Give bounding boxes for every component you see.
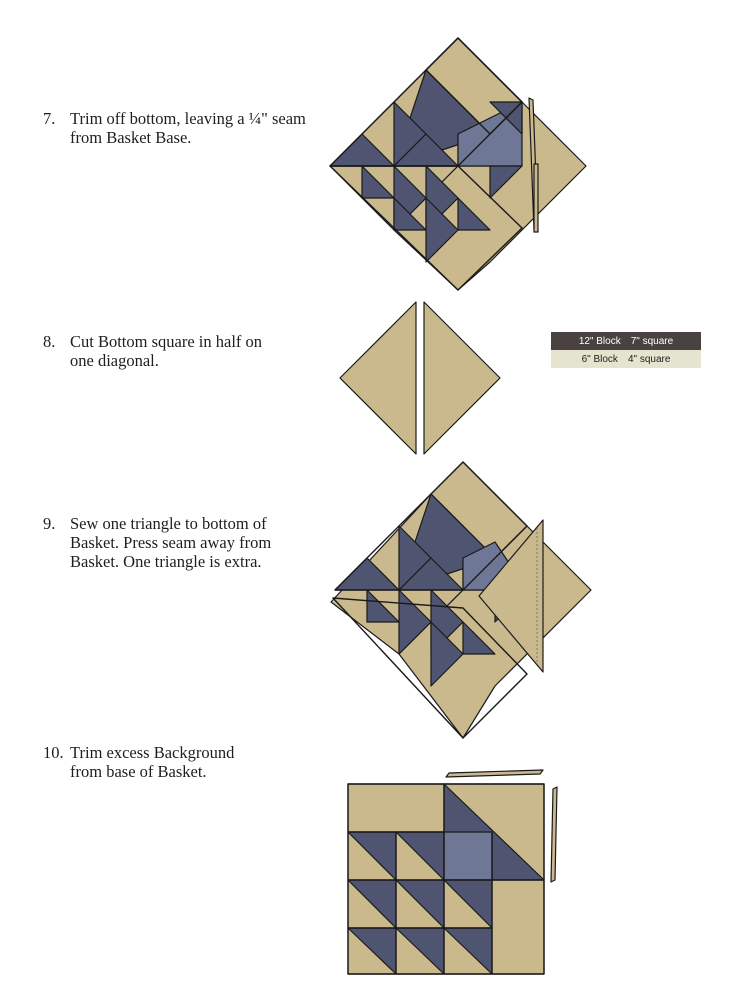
basket-trim-diagram bbox=[330, 38, 586, 290]
chart-row-size-label: 7" square bbox=[630, 335, 674, 347]
step-7-line-1: Trim off bottom, leaving a ¼" seam bbox=[70, 109, 306, 128]
step-7-number: 7. bbox=[43, 109, 56, 128]
chart-row-block-label: 6" Block bbox=[581, 353, 618, 365]
step-9-number: 9. bbox=[43, 514, 56, 533]
step-9-line-2: Basket. Press seam away from bbox=[70, 533, 272, 552]
chart-row-size-label: 4" square bbox=[627, 353, 671, 365]
step-10-line-2: from base of Basket. bbox=[70, 762, 207, 781]
step-8-line-1: Cut Bottom square in half on bbox=[70, 332, 263, 351]
chart-row-block-label: 12" Block bbox=[578, 335, 621, 347]
step-8-line-2: one diagonal. bbox=[70, 351, 159, 370]
step-7-line-2: from Basket Base. bbox=[70, 128, 192, 147]
step-8-number: 8. bbox=[43, 332, 56, 351]
basket-sew-triangle-diagram bbox=[331, 462, 591, 738]
step-10-number: 10. bbox=[43, 743, 64, 762]
step-9-line-1: Sew one triangle to bottom of bbox=[70, 514, 267, 533]
cut-square-diagram bbox=[340, 302, 500, 454]
finished-basket-block-diagram bbox=[348, 770, 557, 974]
step-9-line-3: Basket. One triangle is extra. bbox=[70, 552, 262, 571]
step-10-line-1: Trim excess Background bbox=[70, 743, 235, 762]
